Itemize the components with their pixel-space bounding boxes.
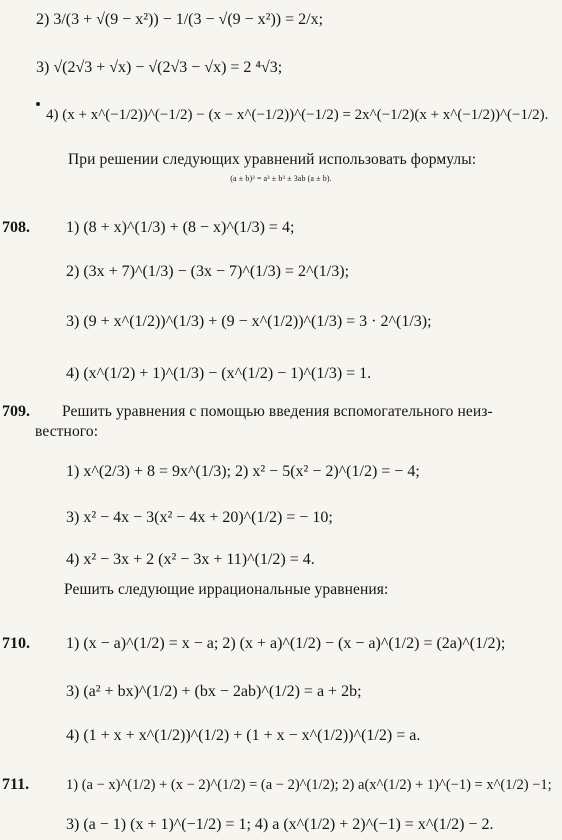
equation-line: 3) (9 + x^(1/2))^(1/3) + (9 − x^(1/2))^(1/3) = 3 · 2^(1/3); <box>66 313 432 330</box>
equation-line: 4) x² − 3x + 2 (x² − 3x + 11)^(1/2) = 4. <box>66 551 315 568</box>
ink-dot <box>36 102 40 106</box>
problem-number: 708. <box>2 219 30 236</box>
equation-line: 1) x^(2/3) + 8 = 9x^(1/3); 2) x² − 5(x² − 2)^(1/2) = − 4; <box>66 463 420 480</box>
paragraph-text: При решении следующих уравнений использовать формулы: <box>68 151 477 168</box>
equation-line: 3) (a − 1) (x + 1)^(−1/2) = 1; 4) a (x^(1/2) + 2)^(−1) = x^(1/2) − 2. <box>66 816 494 833</box>
equation-line: 1) (a − x)^(1/2) + (x − 2)^(1/2) = (a − 2)^(1/2); 2) a(x^(1/2) + 1)^(−1) = x^(1/2) −1; <box>66 777 552 793</box>
equation-line: 3) √(2√3 + √x) − √(2√3 − √x) = 2 ⁴√3; <box>36 59 283 76</box>
paragraph-text: вестного: <box>35 423 99 440</box>
equation-line: 1) (x − a)^(1/2) = x − a; 2) (x + a)^(1/2) − (x − a)^(1/2) = (2a)^(1/2); <box>66 635 506 652</box>
formula-line: (a ± b)³ = a³ ± b³ ± 3ab (a ± b). <box>230 174 332 183</box>
equation-line: 3) (a² + bx)^(1/2) + (bx − 2ab)^(1/2) = a + 2b; <box>66 683 362 700</box>
equation-line: 2) 3/(3 + √(9 − x²)) − 1/(3 − √(9 − x²)) = 2/x; <box>36 11 324 28</box>
equation-line: 2) (3x + 7)^(1/3) − (3x − 7)^(1/3) = 2^(1/3); <box>66 263 350 280</box>
equation-line: 4) (x^(1/2) + 1)^(1/3) − (x^(1/2) − 1)^(1/3) = 1. <box>66 365 372 382</box>
equation-line: 4) (x + x^(−1/2))^(−1/2) − (x − x^(−1/2))^(−1/2) = 2x^(−1/2)(x + x^(−1/2))^(−1/2). <box>46 107 549 123</box>
paragraph-text: Решить следующие иррациональные уравнения: <box>64 581 389 598</box>
paragraph-text: Решить уравнения с помощью введения вспомогательного неиз- <box>62 403 493 420</box>
problem-number: 709. <box>2 403 30 420</box>
equation-line: 4) (1 + x + x^(1/2))^(1/2) + (1 + x − x^(1/2))^(1/2) = a. <box>66 727 421 744</box>
equation-line: 1) (8 + x)^(1/3) + (8 − x)^(1/3) = 4; <box>66 219 295 236</box>
equation-line: 3) x² − 4x − 3(x² − 4x + 20)^(1/2) = − 10; <box>66 509 333 526</box>
problem-number: 711. <box>2 776 30 793</box>
problem-number: 710. <box>2 635 30 652</box>
